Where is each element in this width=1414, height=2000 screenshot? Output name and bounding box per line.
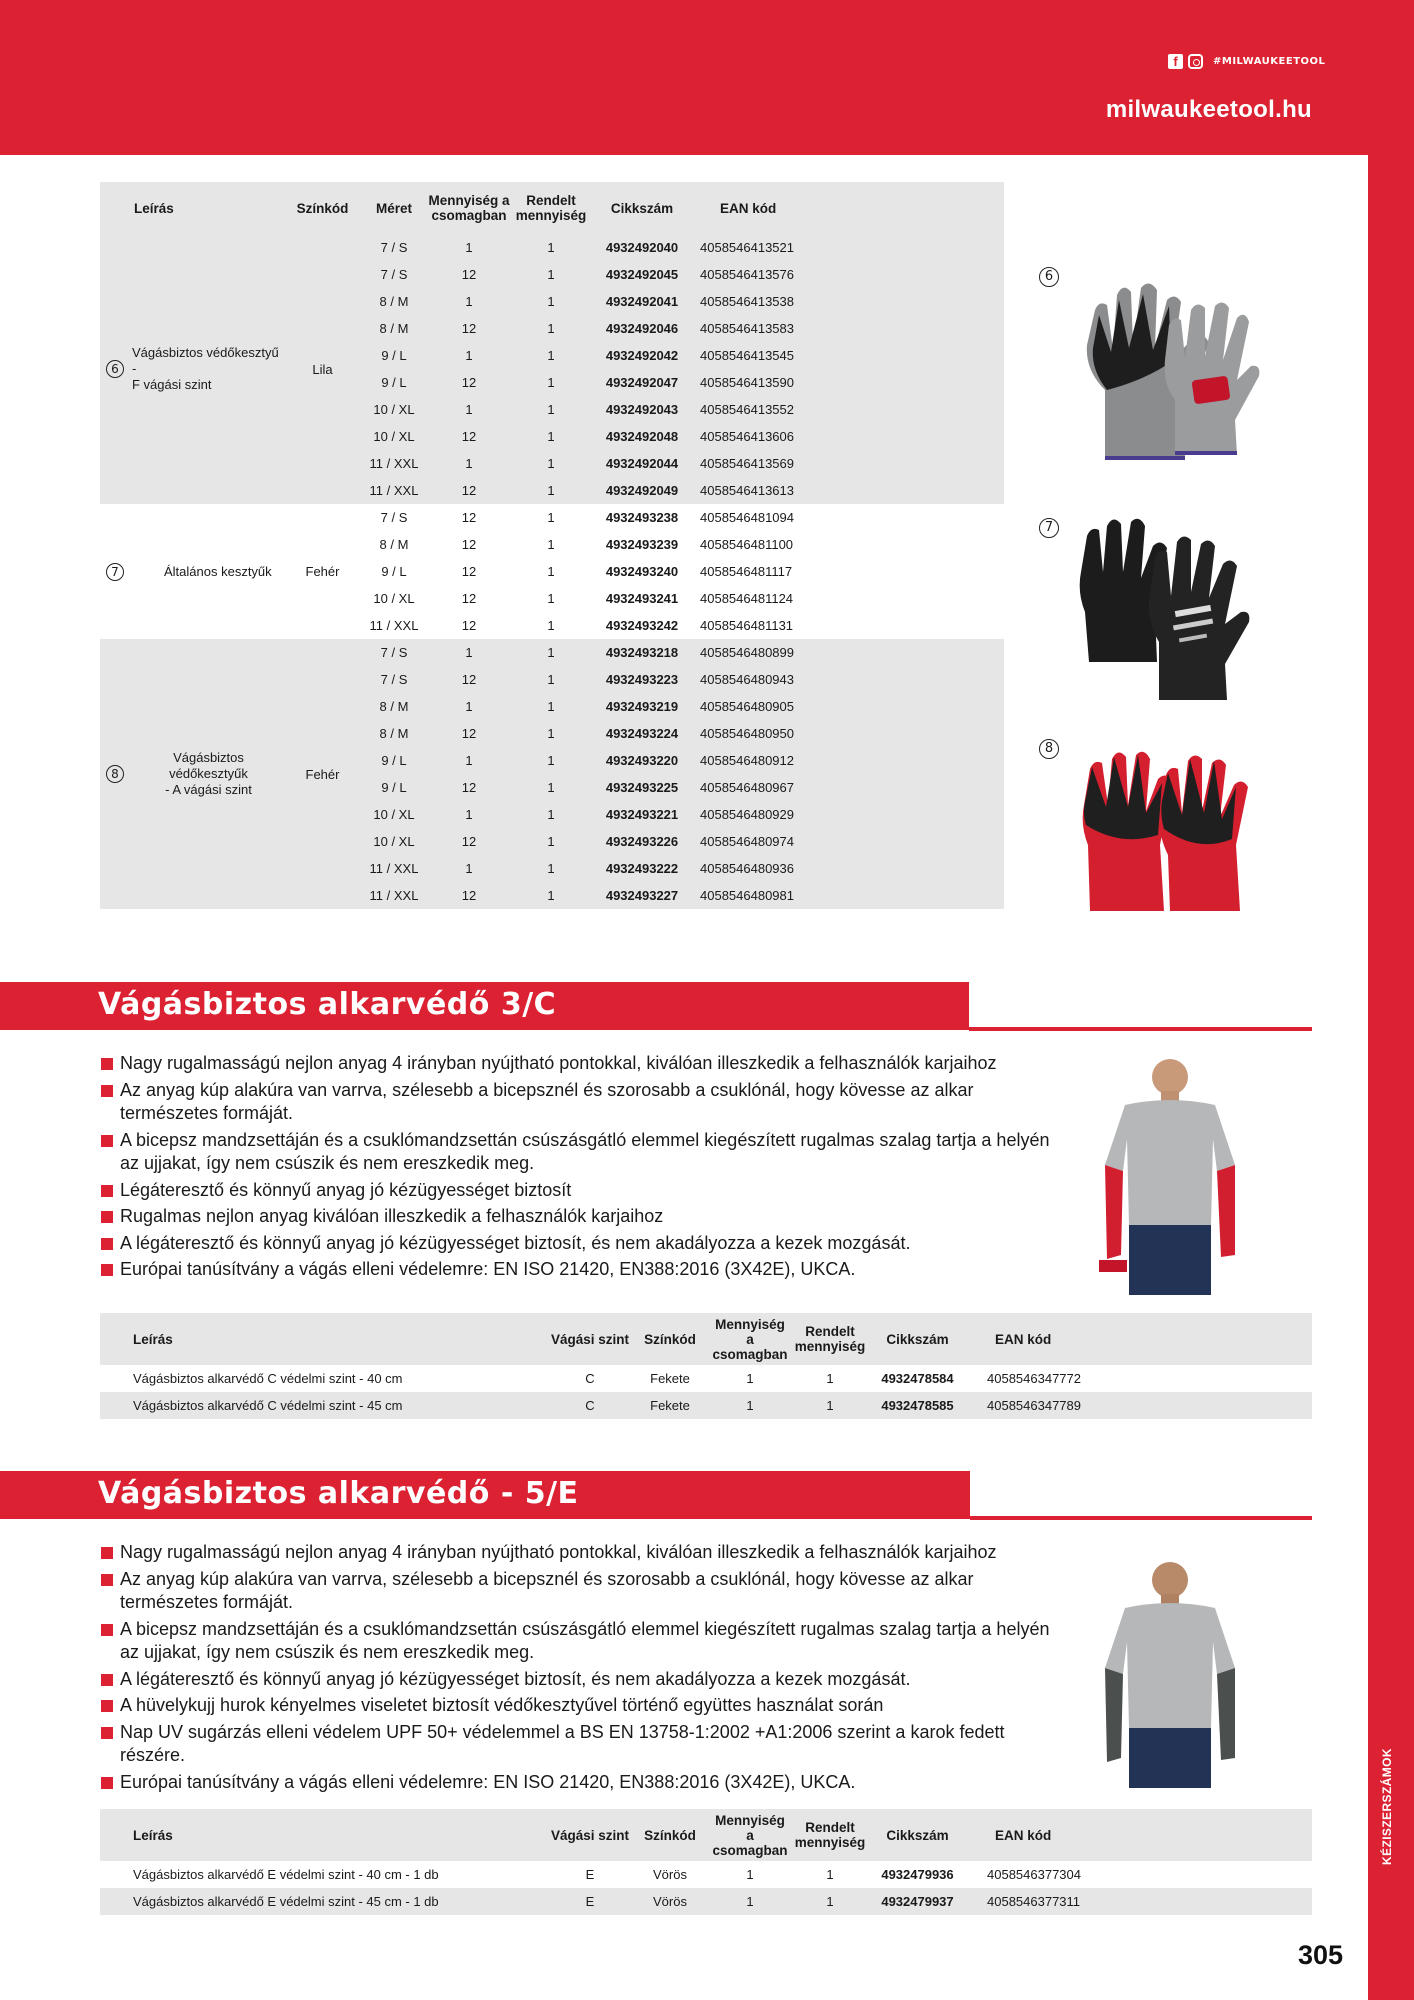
instagram-icon[interactable] (1188, 54, 1203, 69)
ean-cell: 4058546413583 (692, 315, 1004, 342)
feature-item: A bicepsz mandzsettáján és a csuklómandzsettán csúszásgátló elemmel kiegészített rugalmas szalag tartja a helyén az ujjakat, így nem csúszik és nem ereszkedik meg. (100, 1129, 1060, 1176)
pack-qty-cell: 1 (428, 288, 510, 315)
order-qty-cell: 1 (510, 612, 592, 639)
order-qty-cell: 1 (510, 234, 592, 261)
article-number-cell: 4932493238 (592, 504, 692, 531)
order-qty-cell: 1 (510, 288, 592, 315)
feature-item: A légáteresztő és könnyű anyag jó kézügyességet biztosít, és nem akadályozza a kezek mozgását. (100, 1668, 1060, 1692)
order-qty-cell: 1 (510, 504, 592, 531)
pack-qty-cell: 12 (428, 504, 510, 531)
feature-item: Európai tanúsítvány a vágás elleni védelemre: EN ISO 21420, EN388:2016 (3X42E), UKCA. (100, 1258, 1060, 1282)
pack-qty-cell: 1 (746, 1371, 754, 1386)
cut-level-cell: C (550, 1392, 630, 1419)
section2-title-line (970, 1516, 1312, 1520)
cut-level-cell: E (550, 1888, 630, 1915)
section1-table (100, 1313, 1312, 1419)
product-description: Vágásbiztos alkarvédő C védelmi szint - 40 cm (133, 1371, 403, 1386)
order-qty-cell: 1 (510, 585, 592, 612)
size-cell: 11 / XXL (360, 882, 428, 909)
order-qty-cell: 1 (510, 828, 592, 855)
color-code: Lila (285, 234, 360, 504)
feature-item: Rugalmas nejlon anyag kiválóan illeszkedik a felhasználók karjaihoz (100, 1205, 1060, 1229)
ean-cell: 4058546413521 (692, 234, 1004, 261)
order-qty-cell: 1 (510, 531, 592, 558)
ean-cell: 4058546480936 (692, 855, 1004, 882)
order-qty-cell: 1 (510, 477, 592, 504)
article-number-cell: 4932492042 (592, 342, 692, 369)
section2-table (100, 1809, 1312, 1915)
article-number-cell: 4932492049 (592, 477, 692, 504)
pack-qty-cell: 12 (428, 261, 510, 288)
size-cell: 7 / S (360, 504, 428, 531)
article-number-cell: 4932492040 (592, 234, 692, 261)
s1-col-color: Színkód (630, 1313, 710, 1365)
order-qty-cell: 1 (790, 1392, 870, 1419)
article-number-cell: 4932492041 (592, 288, 692, 315)
s2-col-color: Színkód (630, 1809, 710, 1861)
glove-image-7 (1075, 512, 1255, 702)
article-number-cell: 4932492043 (592, 396, 692, 423)
size-cell: 8 / M (360, 315, 428, 342)
article-number-cell: 4932493218 (592, 639, 692, 666)
order-qty-cell: 1 (510, 720, 592, 747)
size-cell: 10 / XL (360, 585, 428, 612)
s1-col-desc: Leírás (100, 1313, 550, 1365)
size-cell: 11 / XXL (360, 612, 428, 639)
pack-qty-cell: 1 (428, 639, 510, 666)
social-links (1168, 54, 1325, 69)
color-cell: Vörös (653, 1867, 687, 1882)
description-text (164, 564, 272, 580)
ean-cell: 4058546413613 (692, 477, 1004, 504)
order-qty-cell: 1 (510, 639, 592, 666)
table-row (100, 234, 1004, 261)
article-number-cell: 4932493225 (592, 774, 692, 801)
pack-qty-cell: 1 (428, 450, 510, 477)
ean-cell: 4058546377311 (965, 1888, 1312, 1915)
product-description: Vágásbiztos alkarvédő C védelmi szint - 45 cm (100, 1392, 550, 1419)
pack-qty-cell: 1 (710, 1888, 790, 1915)
order-qty-cell: 1 (510, 369, 592, 396)
ean-cell: 4058546413590 (692, 369, 1004, 396)
col-ean: EAN kód (692, 182, 1004, 234)
ean-cell: 4058546480974 (692, 828, 1004, 855)
s2-col-ean: EAN kód (965, 1809, 1312, 1861)
ean-cell: 4058546480943 (692, 666, 1004, 693)
section2-table-body (100, 1861, 1312, 1915)
order-qty-cell: 1 (510, 342, 592, 369)
description-line-1: Vágásbiztos védőkesztyűk (169, 750, 248, 781)
size-cell: 8 / M (360, 531, 428, 558)
size-cell: 10 / XL (360, 801, 428, 828)
size-cell: 7 / S (360, 234, 428, 261)
s1-col-order: Rendelt mennyiség (790, 1313, 870, 1365)
description-wrap (100, 345, 285, 393)
product-description (100, 234, 285, 504)
feature-item: A bicepsz mandzsettáján és a csuklómandzsettán csúszásgátló elemmel kiegészített rugalmas szalag tartja a helyén az ujjakat, így nem csúszik és nem ereszkedik meg. (100, 1618, 1060, 1665)
article-number-cell: 4932492047 (592, 369, 692, 396)
glove-table-body (100, 234, 1004, 909)
pack-qty-cell: 1 (428, 693, 510, 720)
s2-col-desc: Leírás (100, 1809, 550, 1861)
pack-qty-cell: 1 (428, 801, 510, 828)
s2-col-qty: Mennyiség a csomagban (710, 1809, 790, 1861)
ean-cell: 4058546481094 (692, 504, 1004, 531)
glove-image-6 (1065, 270, 1265, 470)
size-cell: 8 / M (360, 720, 428, 747)
size-cell: 10 / XL (360, 423, 428, 450)
size-cell: 8 / M (360, 288, 428, 315)
article-number-cell: 4932493227 (592, 882, 692, 909)
section1-title-line (969, 1027, 1312, 1031)
pack-qty-cell: 12 (428, 720, 510, 747)
pack-qty-cell: 1 (428, 396, 510, 423)
color-code: Fehér (285, 504, 360, 639)
order-qty-cell: 1 (510, 450, 592, 477)
arm-sleeve-3c-image (1085, 1055, 1255, 1295)
pack-qty-cell: 1 (428, 234, 510, 261)
feature-item: Nagy rugalmasságú nejlon anyag 4 irányban nyújtható pontokkal, kiválóan illeszkedik a felhasználók karjaihoz (100, 1541, 1060, 1565)
pack-qty-cell: 12 (428, 423, 510, 450)
size-cell: 7 / S (360, 261, 428, 288)
table-row (100, 1365, 1312, 1392)
s1-col-code: Cikkszám (870, 1313, 965, 1365)
ean-cell: 4058546480981 (692, 882, 1004, 909)
order-qty-cell: 1 (510, 747, 592, 774)
description-line-2: F vágási szint (132, 377, 212, 392)
description-line-2: - A vágási szint (165, 782, 252, 797)
pack-qty-cell: 1 (428, 855, 510, 882)
item-number-badge: 7 (106, 563, 124, 581)
s1-col-qty: Mennyiség a csomagban (710, 1313, 790, 1365)
order-qty-cell: 1 (510, 693, 592, 720)
col-desc: Leírás (100, 182, 285, 234)
article-number-cell: 4932493226 (592, 828, 692, 855)
ean-cell: 4058546413569 (692, 450, 1004, 477)
size-cell: 8 / M (360, 693, 428, 720)
article-number-cell: 4932492044 (592, 450, 692, 477)
order-qty-cell: 1 (826, 1371, 834, 1386)
product-description (100, 504, 285, 639)
section1-table-body (100, 1365, 1312, 1419)
description-line-1: Általános kesztyűk (164, 563, 272, 579)
section1-features (100, 1052, 1060, 1285)
color-cell: Fekete (630, 1392, 710, 1419)
col-qty: Mennyiség a csomagban (428, 182, 510, 234)
ean-cell: 4058546481100 (692, 531, 1004, 558)
pack-qty-cell: 12 (428, 558, 510, 585)
ean-cell: 4058546480929 (692, 801, 1004, 828)
color-cell: Vörös (630, 1888, 710, 1915)
image-label-7: 7 (1039, 518, 1059, 538)
pack-qty-cell: 12 (428, 666, 510, 693)
order-qty-cell: 1 (790, 1888, 870, 1915)
order-qty-cell: 1 (510, 396, 592, 423)
ean-cell: 4058546480912 (692, 747, 1004, 774)
facebook-icon[interactable]: f (1168, 54, 1183, 69)
ean-cell: 4058546480905 (692, 693, 1004, 720)
feature-item: A hüvelykujj hurok kényelmes viseletet biztosít védőkesztyűvel történő együttes használat során (100, 1694, 1060, 1718)
pack-qty-cell: 12 (428, 774, 510, 801)
s2-col-order: Rendelt mennyiség (790, 1809, 870, 1861)
article-number-cell: 4932478584 (881, 1371, 954, 1386)
order-qty-cell: 1 (510, 855, 592, 882)
col-order: Rendelt mennyiség (510, 182, 592, 234)
pack-qty-cell: 12 (428, 369, 510, 396)
article-number-cell: 4932492045 (592, 261, 692, 288)
ean-cell: 4058546413606 (692, 423, 1004, 450)
table-row (100, 1888, 1312, 1915)
table-row (100, 504, 1004, 531)
glove-image-8 (1080, 735, 1260, 915)
product-description (100, 639, 285, 909)
article-number-cell: 4932493224 (592, 720, 692, 747)
article-number-cell: 4932493220 (592, 747, 692, 774)
size-cell: 10 / XL (360, 828, 428, 855)
article-number-cell: 4932493219 (592, 693, 692, 720)
feature-item: A légáteresztő és könnyű anyag jó kézügyességet biztosít, és nem akadályozza a kezek mozgását. (100, 1232, 1060, 1256)
arm-sleeve-5e-image (1085, 1558, 1255, 1788)
article-number-cell: 4932493221 (592, 801, 692, 828)
size-cell: 10 / XL (360, 396, 428, 423)
pack-qty-cell: 1 (746, 1867, 754, 1882)
section1-title: Vágásbiztos alkarvédő 3/C (98, 987, 557, 1022)
size-cell: 9 / L (360, 774, 428, 801)
pack-qty-cell: 12 (428, 531, 510, 558)
order-qty-cell: 1 (510, 423, 592, 450)
feature-item: Az anyag kúp alakúra van varrva, szélesebb a bicepsznél és szorosabb a csuklónál, hogy kövesse az alkar természetes formáját. (100, 1079, 1060, 1126)
description-text (132, 345, 285, 393)
pack-qty-cell: 12 (428, 612, 510, 639)
ean-cell: 4058546413576 (692, 261, 1004, 288)
description-wrap (100, 563, 285, 581)
pack-qty-cell: 12 (428, 477, 510, 504)
s2-col-code: Cikkszám (870, 1809, 965, 1861)
section2-title: Vágásbiztos alkarvédő - 5/E (98, 1476, 579, 1511)
table-row (100, 1392, 1312, 1419)
size-cell: 7 / S (360, 666, 428, 693)
article-number-cell: 4932493240 (592, 558, 692, 585)
ean-cell: 4058546481117 (692, 558, 1004, 585)
order-qty-cell: 1 (510, 774, 592, 801)
article-number-cell: 4932492048 (592, 423, 692, 450)
ean-cell: 4058546377304 (987, 1867, 1081, 1882)
cut-level-cell: E (585, 1867, 595, 1882)
size-cell: 9 / L (360, 369, 428, 396)
item-number-badge: 8 (106, 765, 124, 783)
description-line-1: Vágásbiztos védőkesztyű - (132, 345, 279, 376)
article-number-cell: 4932478585 (870, 1392, 965, 1419)
hashtag: #MILWAUKEETOOL (1213, 56, 1326, 67)
article-number-cell: 4932479936 (881, 1867, 954, 1882)
table-row (100, 639, 1004, 666)
s1-col-ean: EAN kód (965, 1313, 1312, 1365)
pack-qty-cell: 12 (428, 882, 510, 909)
ean-cell: 4058546413545 (692, 342, 1004, 369)
order-qty-cell: 1 (510, 666, 592, 693)
ean-cell: 4058546480950 (692, 720, 1004, 747)
article-number-cell: 4932493239 (592, 531, 692, 558)
article-number-cell: 4932493223 (592, 666, 692, 693)
ean-cell: 4058546480967 (692, 774, 1004, 801)
page-number: 305 (1298, 1940, 1344, 1970)
order-qty-cell: 1 (826, 1867, 834, 1882)
ean-cell: 4058546481124 (692, 585, 1004, 612)
size-cell: 9 / L (360, 747, 428, 774)
size-cell: 9 / L (360, 558, 428, 585)
col-size: Méret (360, 182, 428, 234)
description-wrap (100, 750, 285, 798)
size-cell: 7 / S (360, 639, 428, 666)
article-number-cell: 4932492046 (592, 315, 692, 342)
col-code: Cikkszám (592, 182, 692, 234)
image-label-6: 6 (1039, 267, 1059, 287)
feature-item: Nap UV sugárzás elleni védelem UPF 50+ védelemmel a BS EN 13758-1:2002 +A1:2006 szerint a karok fedett részére. (100, 1721, 1060, 1768)
side-category-label: KÉZISZERSZÁMOK (1380, 1748, 1394, 1865)
color-code: Fehér (285, 639, 360, 909)
ean-cell: 4058546480899 (692, 639, 1004, 666)
article-number-cell: 4932479937 (870, 1888, 965, 1915)
pack-qty-cell: 1 (710, 1392, 790, 1419)
order-qty-cell: 1 (510, 315, 592, 342)
glove-table (100, 182, 1004, 909)
ean-cell: 4058546481131 (692, 612, 1004, 639)
section2-features (100, 1541, 1060, 1797)
col-color: Színkód (285, 182, 360, 234)
feature-item: Európai tanúsítvány a vágás elleni védelemre: EN ISO 21420, EN388:2016 (3X42E), UKCA. (100, 1771, 1060, 1795)
order-qty-cell: 1 (510, 261, 592, 288)
size-cell: 11 / XXL (360, 855, 428, 882)
color-cell: Fekete (650, 1371, 690, 1386)
size-cell: 11 / XXL (360, 477, 428, 504)
product-description: Vágásbiztos alkarvédő E védelmi szint - 45 cm - 1 db (100, 1888, 550, 1915)
article-number-cell: 4932493242 (592, 612, 692, 639)
item-number-badge: 6 (106, 360, 124, 378)
website-url[interactable]: milwaukeetool.hu (1105, 96, 1312, 123)
image-label-8: 8 (1039, 739, 1059, 759)
ean-cell: 4058546413552 (692, 396, 1004, 423)
pack-qty-cell: 1 (428, 342, 510, 369)
cut-level-cell: C (585, 1371, 595, 1386)
pack-qty-cell: 12 (428, 585, 510, 612)
s2-col-level: Vágási szint (550, 1809, 630, 1861)
pack-qty-cell: 12 (428, 828, 510, 855)
description-text (132, 750, 285, 798)
feature-item: Az anyag kúp alakúra van varrva, szélesebb a bicepsznél és szorosabb a csuklónál, hogy kövesse az alkar természetes formáját. (100, 1568, 1060, 1615)
side-band (1368, 155, 1414, 2000)
feature-item: Légáteresztő és könnyű anyag jó kézügyességet biztosít (100, 1179, 1060, 1203)
size-cell: 9 / L (360, 342, 428, 369)
table-row (100, 1861, 1312, 1888)
product-description: Vágásbiztos alkarvédő E védelmi szint - 40 cm - 1 db (133, 1867, 439, 1882)
size-cell: 11 / XXL (360, 450, 428, 477)
pack-qty-cell: 12 (428, 315, 510, 342)
order-qty-cell: 1 (510, 882, 592, 909)
pack-qty-cell: 1 (428, 747, 510, 774)
article-number-cell: 4932493222 (592, 855, 692, 882)
order-qty-cell: 1 (510, 801, 592, 828)
s1-col-level: Vágási szint (550, 1313, 630, 1365)
order-qty-cell: 1 (510, 558, 592, 585)
feature-item: Nagy rugalmasságú nejlon anyag 4 irányban nyújtható pontokkal, kiválóan illeszkedik a felhasználók karjaihoz (100, 1052, 1060, 1076)
ean-cell: 4058546347772 (987, 1371, 1081, 1386)
article-number-cell: 4932493241 (592, 585, 692, 612)
ean-cell: 4058546413538 (692, 288, 1004, 315)
header-band (0, 0, 1414, 155)
ean-cell: 4058546347789 (965, 1392, 1312, 1419)
